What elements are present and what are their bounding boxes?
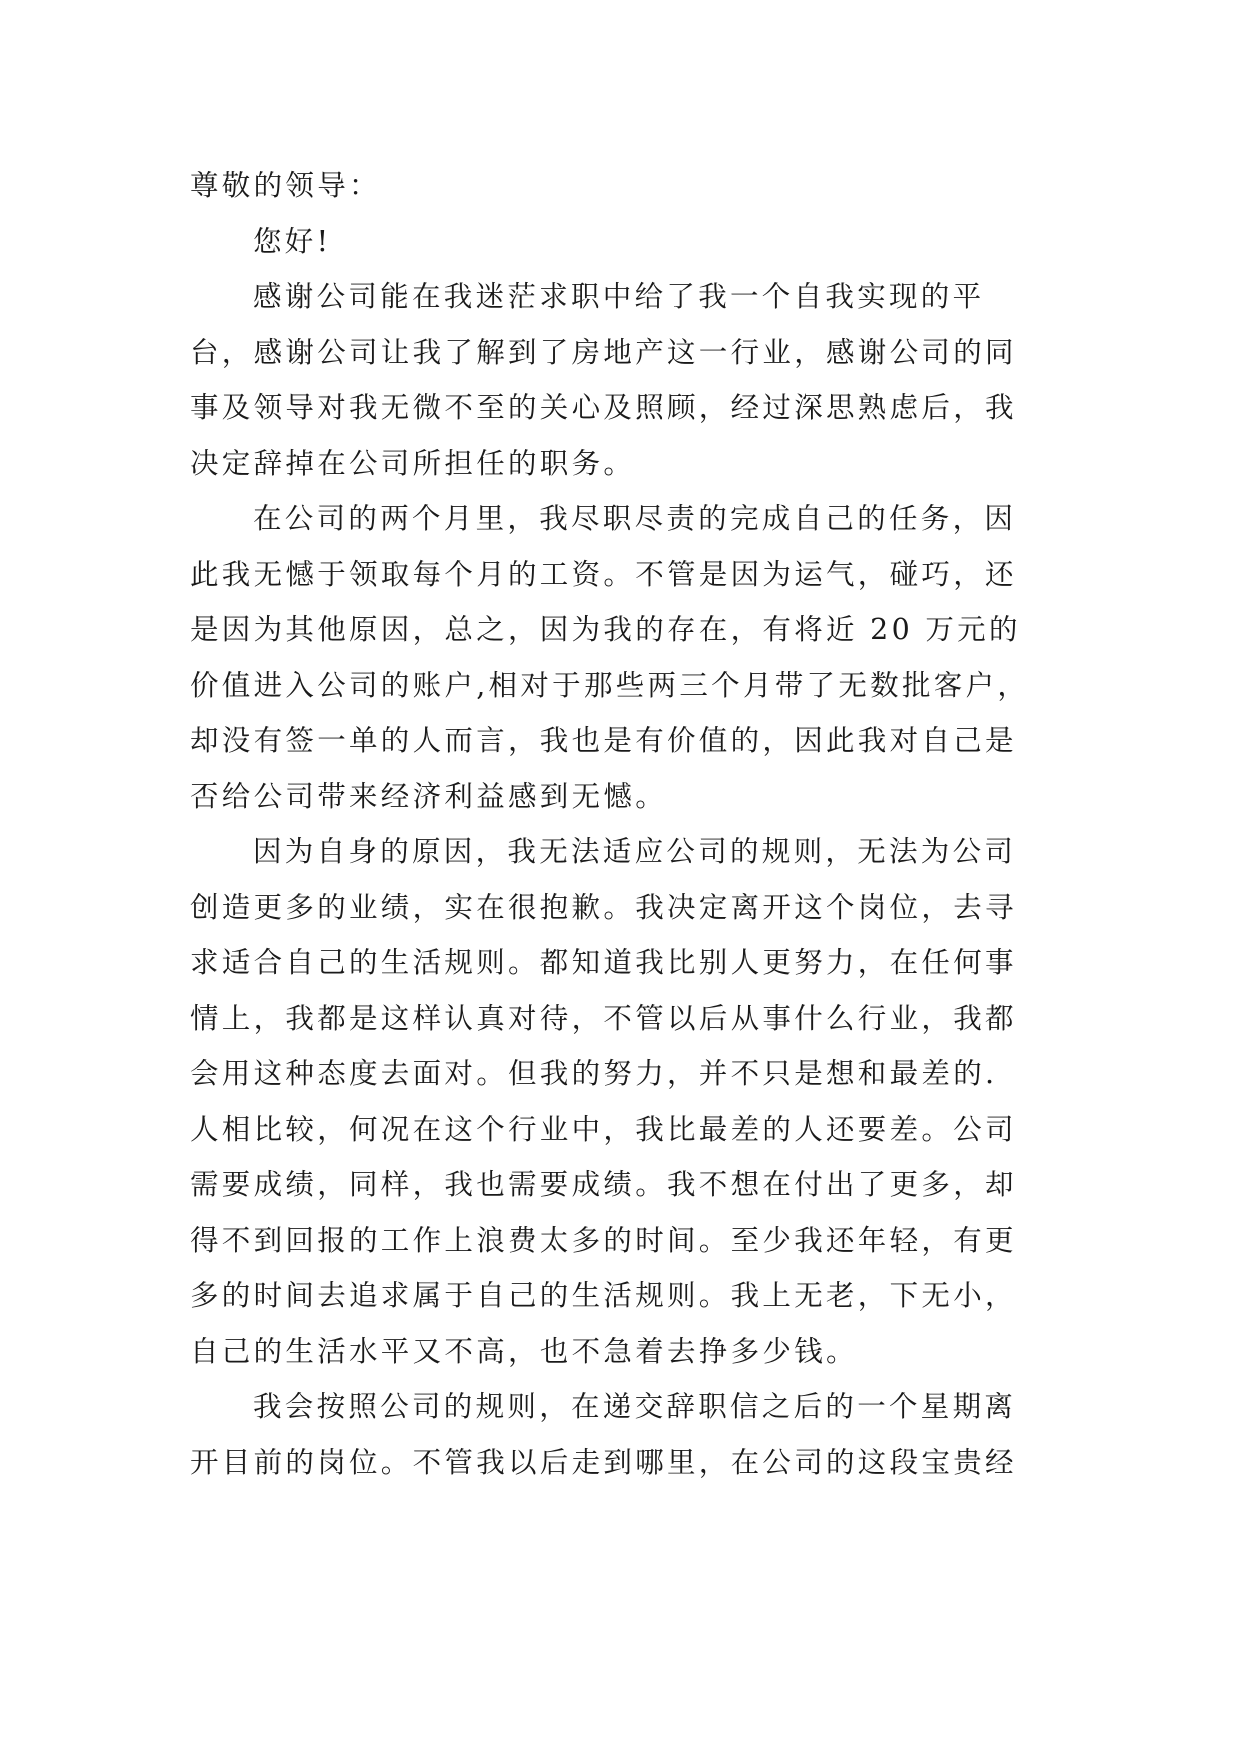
paragraph-2-line: 此我无憾于领取每个月的工资。不管是因为运气，碰巧，还 xyxy=(190,557,1017,591)
paragraph-3-line: 人相比较，何况在这个行业中，我比最差的人还要差。公司 xyxy=(190,1112,1017,1146)
paragraph-3-line: 得不到回报的工作上浪费太多的时间。至少我还年轻，有更 xyxy=(190,1223,1017,1257)
paragraph-2-line: 却没有签一单的人而言，我也是有价值的，因此我对自己是 xyxy=(190,724,1017,757)
paragraph-1-line: 决定辞掉在公司所担任的职务。 xyxy=(190,446,636,480)
paragraph-2-line: 价值进入公司的账户,相对于那些两三个月带了无数批客户， xyxy=(190,668,1030,702)
paragraph-1-line: 感谢公司能在我迷茫求职中给了我一个自我实现的平 xyxy=(253,280,985,313)
letter-body xyxy=(190,158,1050,1490)
paragraph-1-line: 台，感谢公司让我了解到了房地产这一行业，感谢公司的同 xyxy=(190,335,1017,369)
paragraph-3-line: 因为自身的原因，我无法适应公司的规则，无法为公司 xyxy=(253,835,1017,868)
paragraph-4-line: 我会按照公司的规则，在递交辞职信之后的一个星期离 xyxy=(253,1390,1017,1423)
paragraph-2-line: 否给公司带来经济利益感到无憾。 xyxy=(190,779,668,813)
paragraph-3-line: 自己的生活水平又不高，也不急着去挣多少钱。 xyxy=(190,1334,858,1368)
paragraph-3-line: 会用这种态度去面对。但我的努力，并不只是想和最差的. xyxy=(190,1057,998,1090)
paragraph-4-line: 开目前的岗位。不管我以后走到哪里，在公司的这段宝贵经 xyxy=(190,1445,1017,1479)
paragraph-3-line: 需要成绩，同样，我也需要成绩。我不想在付出了更多，却 xyxy=(190,1168,1017,1201)
salutation: 尊敬的领导： xyxy=(190,169,381,202)
paragraph-3-line: 求适合自己的生活规则。都知道我比别人更努力，在任何事 xyxy=(190,946,1017,979)
paragraph-1-line: 事及领导对我无微不至的关心及照顾，经过深思熟虑后，我 xyxy=(190,391,1017,424)
paragraph-3-line: 多的时间去追求属于自己的生活规则。我上无老，下无小， xyxy=(190,1279,1017,1312)
paragraph-2-line: 是因为其他原因，总之，因为我的存在，有将近 20 万元的 xyxy=(190,613,1021,646)
greeting: 您好! xyxy=(253,224,332,258)
paragraph-3-line: 创造更多的业绩，实在很抱歉。我决定离开这个岗位，去寻 xyxy=(190,890,1017,924)
paragraph-2-line: 在公司的两个月里，我尽职尽责的完成自己的任务，因 xyxy=(253,502,1017,535)
paragraph-3-line: 情上，我都是这样认真对待，不管以后从事什么行业，我都 xyxy=(190,1001,1017,1035)
